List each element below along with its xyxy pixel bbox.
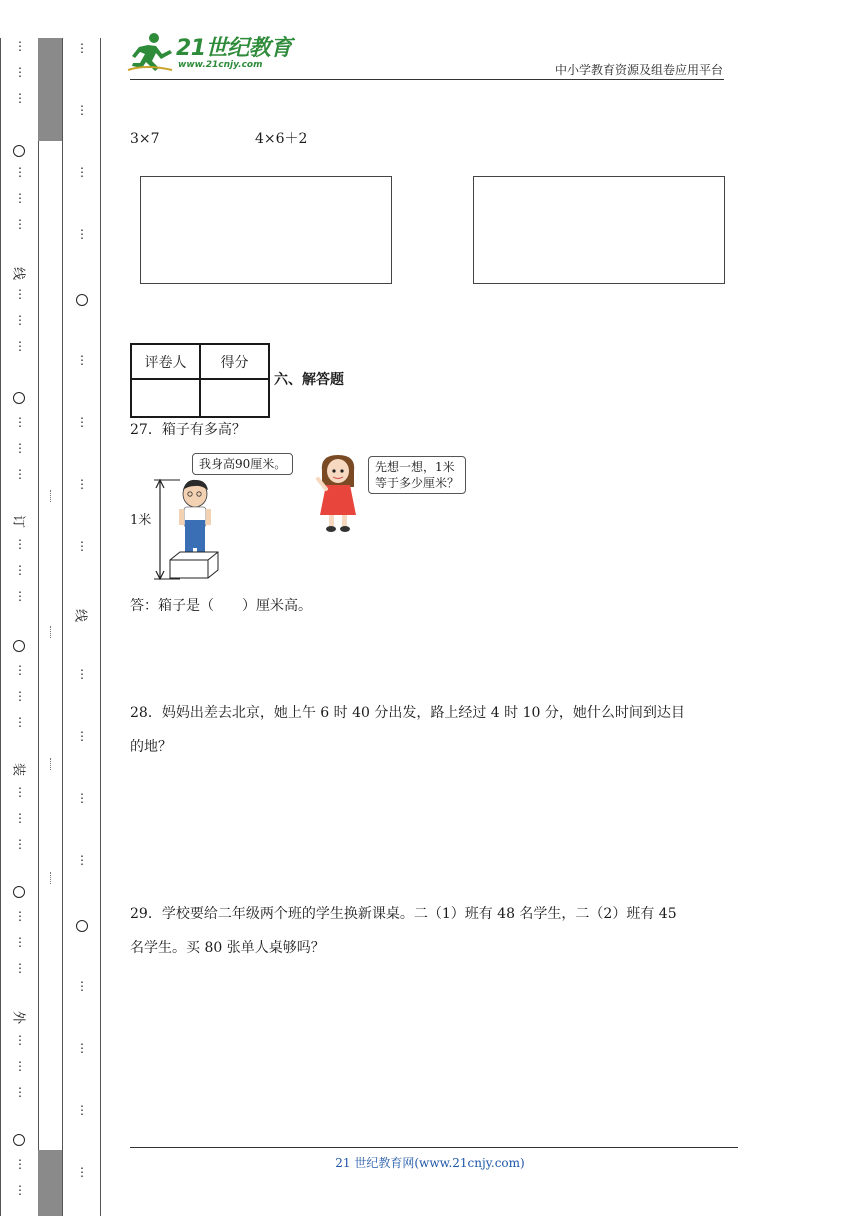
header-rule <box>130 79 724 80</box>
expression-b: 4×6＋2 <box>255 131 308 147</box>
seal-label-xian: 线 <box>10 266 26 280</box>
footer-rule <box>130 1147 738 1148</box>
question-28-line1: 28．妈妈出差去北京，她上午 6 时 40 分出发，路上经过 4 时 10 分，她什么时间到达目 <box>130 705 685 721</box>
seal-label-xian-inner: 线 <box>72 608 88 622</box>
fill-in-mark <box>50 758 52 770</box>
score-cell[interactable] <box>200 379 269 417</box>
outer-seal-column: ⋮ ⋮ ⋮ ⋮ ⋮ ⋮ 线 ⋮ ⋮ ⋮ ⋮ ⋮ ⋮ 订 ⋮ ⋮ ⋮ ⋮ ⋮ ⋮ 装 ⋮ ⋮ ⋮ ⋮ ⋮ ⋮ 外 ⋮ ⋮ ⋮ ⋮ ⋮ <box>10 38 30 1216</box>
question-28-line2: 的地？ <box>130 739 172 755</box>
binding-margin <box>0 38 101 1216</box>
fill-in-mark <box>50 626 52 638</box>
boy-speech-text: 我身高90厘米。 <box>199 457 287 471</box>
q27-answer: 答：箱子是（ ）厘米高。 <box>130 598 312 614</box>
seal-circle-icon <box>76 294 88 306</box>
score-table <box>130 343 270 418</box>
boy-speech-bubble <box>192 453 293 475</box>
seal-circle-icon <box>13 1134 25 1146</box>
girl-speech-bubble <box>368 456 466 494</box>
seal-label-ding: 订 <box>10 514 26 528</box>
drawing-box-b[interactable] <box>473 176 725 284</box>
grader-header: 评卷人 <box>131 344 200 379</box>
question-29-line1: 29．学校要给二年级两个班的学生换新课桌。二（1）班有 48 名学生，二（2）班有 45 <box>130 906 677 922</box>
seal-circle-icon <box>13 640 25 652</box>
girl-speech-line1: 先想一想，1米 <box>375 460 455 474</box>
girl-speech-line2: 等于多少厘米？ <box>375 476 460 490</box>
seal-circle-icon <box>13 886 25 898</box>
platform-title: 中小学教育资源及组卷应用平台 <box>554 63 723 77</box>
margin-border <box>38 38 39 1216</box>
inner-seal-column: ⋮ ⋮ ⋮ ⋮ ⋮ ⋮ ⋮ ⋮ 线 ⋮ ⋮ ⋮ ⋮ ⋮ ⋮ ⋮ ⋮ <box>72 38 92 1216</box>
fill-in-mark <box>50 490 52 502</box>
expression-a: 3×7 <box>130 131 160 147</box>
fill-in-mark <box>50 872 52 884</box>
question-27: 27．箱子有多高？ <box>130 422 246 438</box>
runner-logo-icon <box>126 30 176 74</box>
seal-circle-icon <box>13 392 25 404</box>
boy-on-box-icon <box>168 476 228 582</box>
height-label: 1米 <box>130 513 152 528</box>
seal-label-zhuang: 装 <box>10 762 26 776</box>
logo-text: 21世纪教育 <box>176 36 292 61</box>
grader-cell[interactable] <box>131 379 200 417</box>
section-title: 六、解答题 <box>274 372 344 388</box>
seal-label-wai: 外 <box>10 1010 26 1024</box>
footer-link[interactable]: 21 世纪教育网(www.21cnjy.com) <box>335 1156 525 1170</box>
score-header: 得分 <box>200 344 269 379</box>
margin-border <box>62 38 63 1216</box>
question-29-line2: 名学生。买 80 张单人桌够吗？ <box>130 940 325 956</box>
seal-circle-icon <box>13 145 25 157</box>
seal-circle-icon <box>76 920 88 932</box>
margin-shade-top <box>38 38 62 141</box>
girl-icon <box>316 453 360 533</box>
logo-url: www.21cnjy.com <box>178 60 263 70</box>
margin-border-right <box>100 38 101 1216</box>
drawing-box-a[interactable] <box>140 176 392 284</box>
margin-border-left <box>0 38 1 1216</box>
q27-illustration <box>130 448 510 583</box>
site-logo <box>126 30 296 78</box>
